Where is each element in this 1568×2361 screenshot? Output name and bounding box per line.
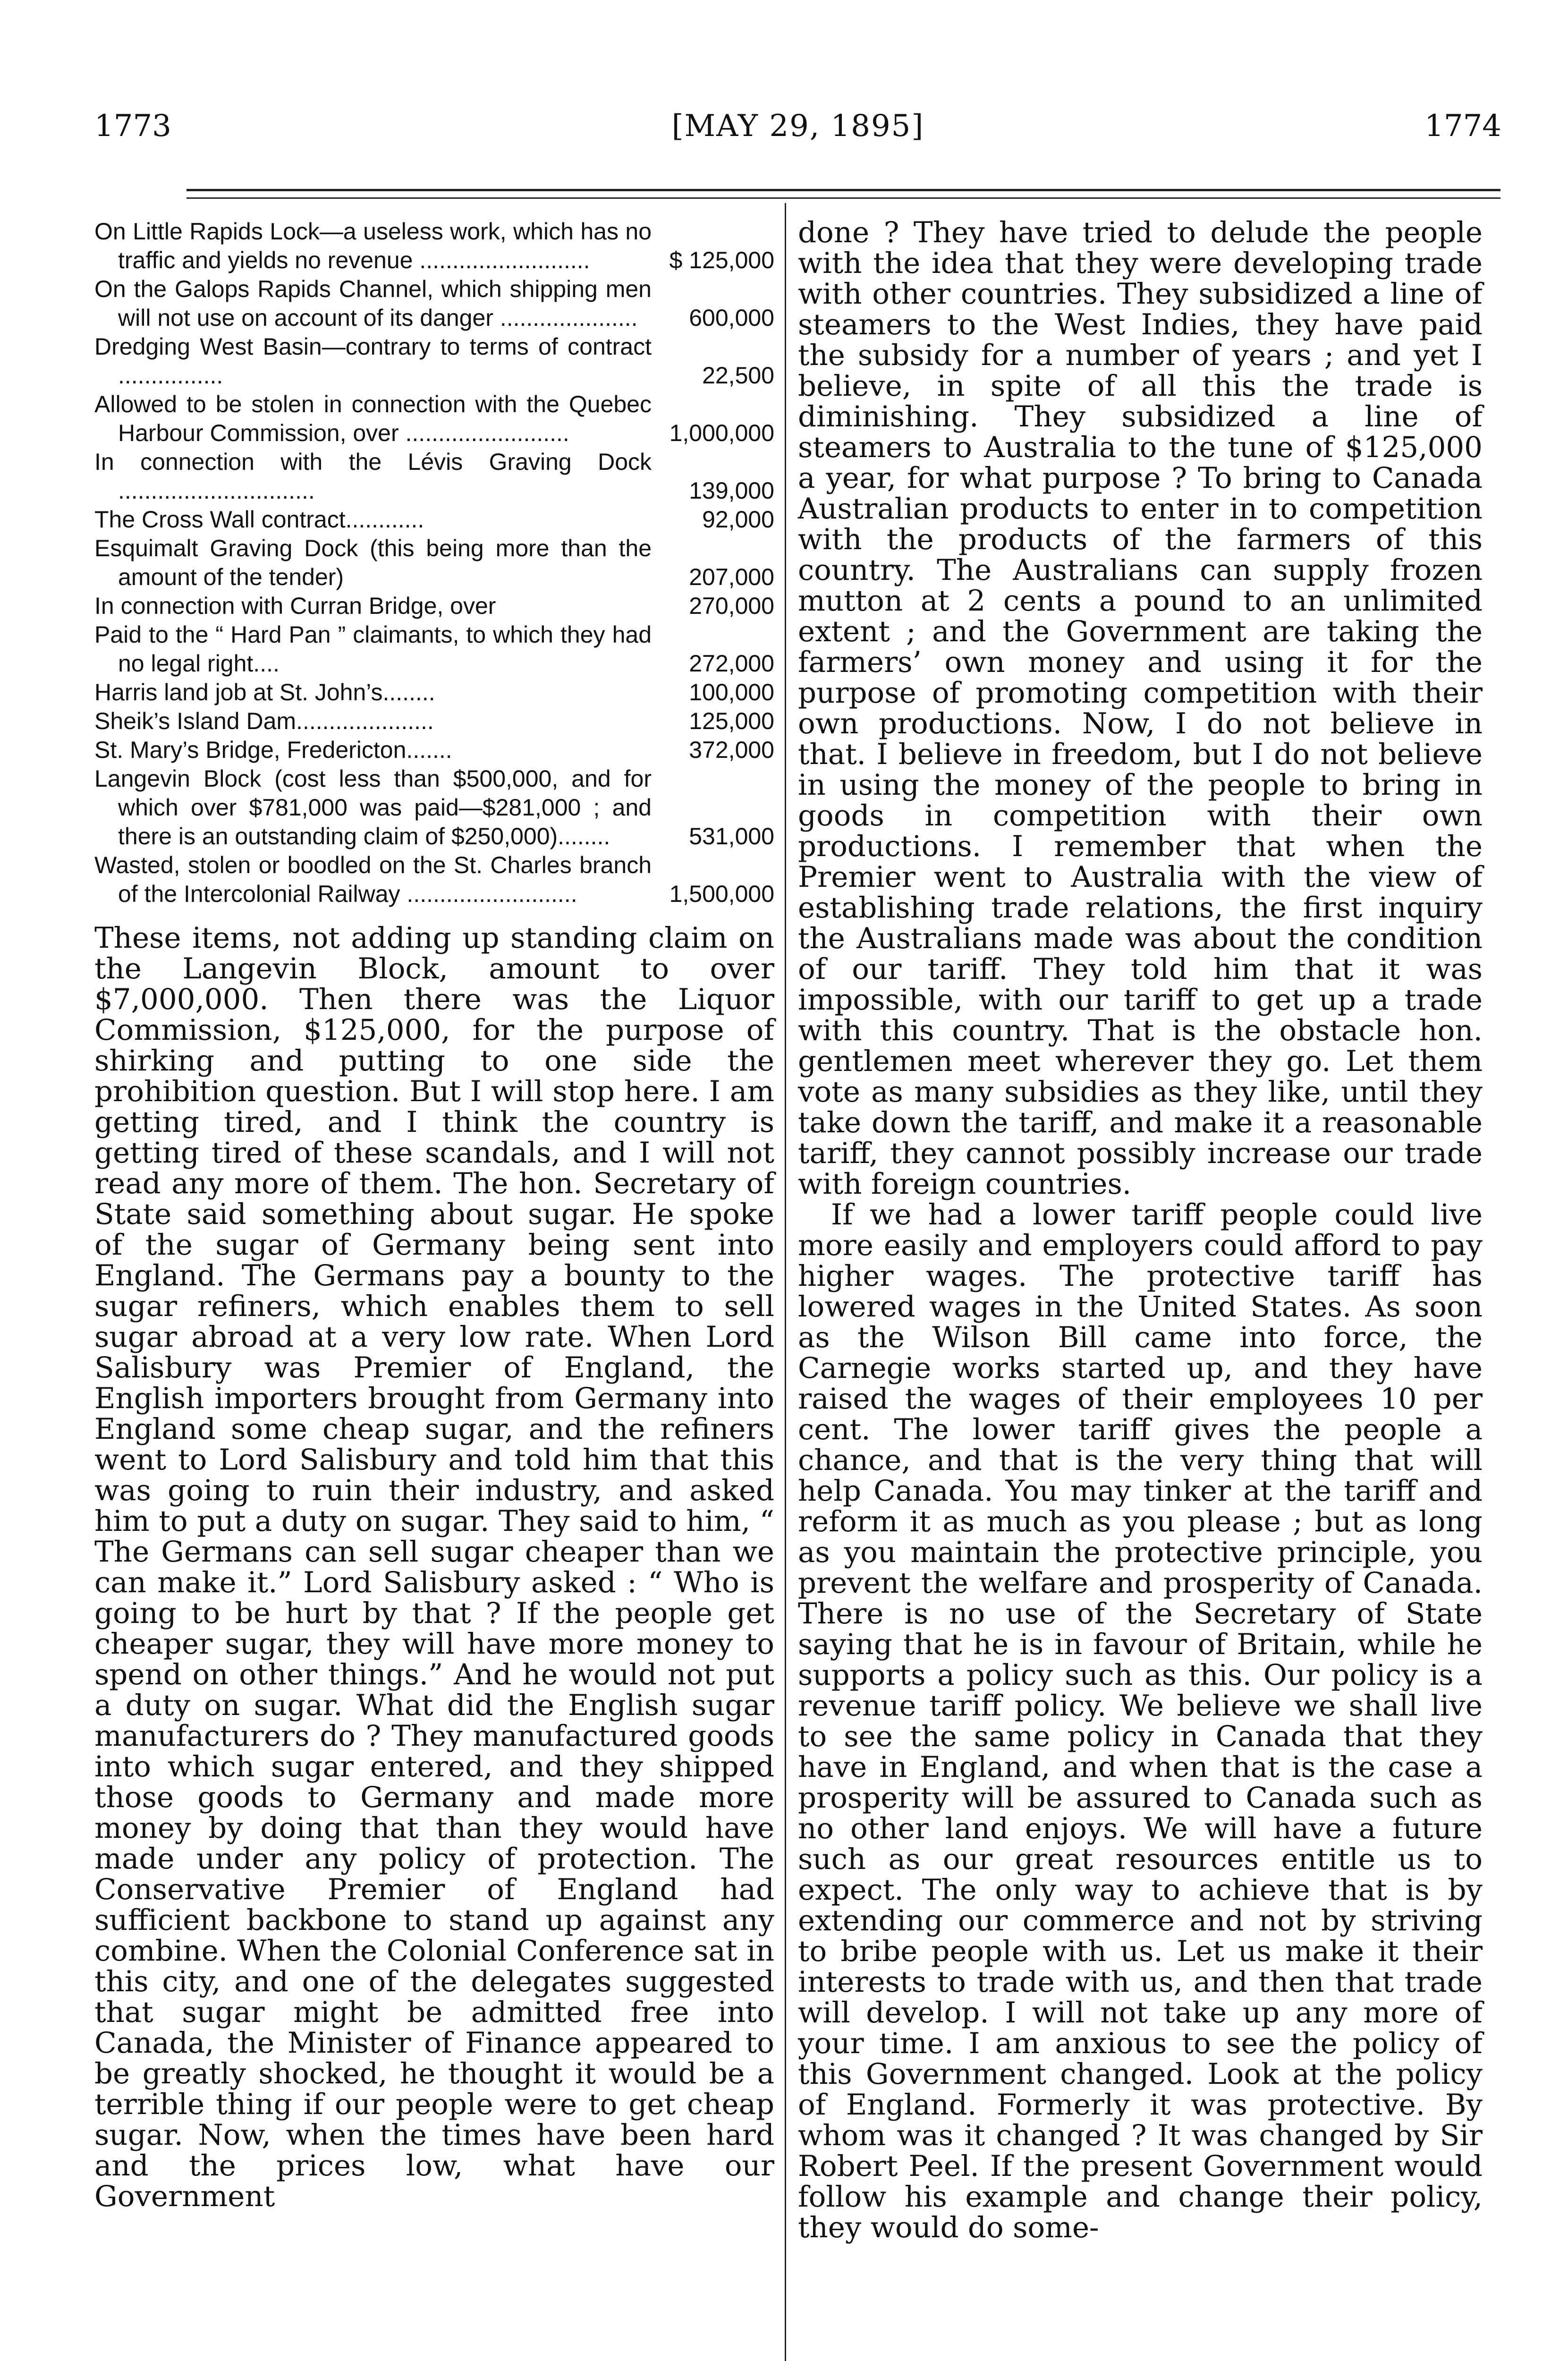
expenditure-amount: 372,000 [689, 737, 774, 763]
expenditure-description: Langevin Block (cost less than $500,000, and for which over $781,000 was paid—$281,000 ; and there is an outstanding claim of $250,000)........ [94, 765, 652, 849]
expenditure-description: The Cross Wall contract............ [94, 506, 424, 533]
expenditure-description: St. Mary’s Bridge, Fredericton....... [94, 737, 452, 763]
expenditure-item [94, 620, 774, 678]
expenditure-item [94, 534, 774, 592]
expenditure-amount: 207,000 [689, 564, 774, 590]
left-column [94, 217, 774, 2212]
expenditure-item [94, 736, 774, 764]
expenditure-amount: 531,000 [689, 823, 774, 849]
expenditure-list [94, 217, 774, 909]
expenditure-item [94, 217, 774, 275]
expenditure-amount: 1,500,000 [669, 881, 774, 907]
header-rule-thick [186, 189, 1500, 191]
expenditure-item [94, 707, 774, 736]
expenditure-amount: $ 125,000 [669, 247, 774, 273]
expenditure-description: On Little Rapids Lock—a useless work, which has no traffic and yields no revenue .......................... [94, 218, 652, 273]
right-column [798, 217, 1483, 2243]
expenditure-item [94, 332, 774, 390]
expenditure-description: In connection with the Lévis Graving Dock .............................. [94, 449, 652, 504]
expenditure-amount: 100,000 [689, 679, 774, 705]
expenditure-item [94, 275, 774, 332]
expenditure-amount: 272,000 [689, 650, 774, 677]
body-paragraph: These items, not adding up standing claim on the Langevin Block, amount to over $7,000,000. Then there was the Liquor Commission, $125,000, for the purpose of shirking and putting to one side the prohibition question. But I will stop here. I am getting tired, and I think the country is getting tired of these scandals, and I will not read any more of them. The hon. Secretary of State said something about sugar. He spoke of the sugar of Germany being sent into England. The Germans pay a bounty to the sugar refiners, which enables them to sell sugar abroad at a very low rate. When Lord Salisbury was Premier of England, the English importers brought from Germany into England some cheap sugar, and the refiners went to Lord Salisbury and told him that this was going to ruin their industry, and asked him to put a duty on sugar. They said to him, “ The Germans can sell sugar cheaper than we can make it.” Lord Salisbury asked : “ Who is going to be hurt by that ? If the people get cheaper sugar, they will have more money to spend on other things.” And he would not put a duty on sugar. What did the English sugar manufacturers do ? They manufactured goods into which sugar entered, and they shipped those goods to Germany and made more money by doing that than they would have made under any policy of protection. The Conservative Premier of England had sufficient backbone to stand up against any combine. When the Colonial Conference sat in this city, and one of the delegates suggested that sugar might be admitted free into Canada, the Minister of Finance appeared to be greatly shocked, he thought it would be a terrible thing if our people were to get cheap sugar. Now, when the times have been hard and the prices low, what have our Government [94, 921, 774, 2213]
expenditure-description: Allowed to be stolen in connection with the Quebec Harbour Commission, over ......................... [94, 391, 652, 446]
expenditure-amount: 125,000 [689, 708, 774, 734]
expenditure-item [94, 390, 774, 448]
expenditure-amount: 139,000 [689, 477, 774, 504]
expenditure-description: Harris land job at St. John’s........ [94, 679, 435, 705]
expenditure-amount: 1,000,000 [669, 420, 774, 446]
expenditure-description: Sheik’s Island Dam..................... [94, 708, 434, 734]
expenditure-item [94, 505, 774, 534]
expenditure-item [94, 592, 774, 620]
expenditure-description: Esquimalt Graving Dock (this being more than the amount of the tender) [94, 535, 652, 590]
expenditure-amount: 600,000 [689, 305, 774, 331]
expenditure-amount: 22,500 [702, 362, 774, 389]
page-header [94, 94, 1501, 151]
page-number-right: 1774 [1424, 109, 1501, 144]
page-number-left: 1773 [94, 109, 171, 144]
expenditure-description: On the Galops Rapids Channel, which shipping men will not use on account of its danger ..................... [94, 276, 652, 331]
expenditure-description: In connection with Curran Bridge, over [94, 593, 496, 619]
expenditure-item [94, 764, 774, 851]
expenditure-amount: 92,000 [702, 506, 774, 533]
expenditure-item [94, 448, 774, 505]
body-paragraph: done ? They have tried to delude the people with the idea that they were developing trade with other countries. They subsidized a line of steamers to the West Indies, they have paid the subsidy for a number of years ; and yet I believe, in spite of all this the trade is diminishing. They subsidized a line of steamers to Australia to the tune of $125,000 a year, for what purpose ? To bring to Canada Australian products to enter in to competition with the products of the farmers of this country. The Australians can supply frozen mutton at 2 cents a pound to an unlimited extent ; and the Government are taking the farmers’ own money and using it for the purpose of promoting competition with their own productions. Now, I do not believe in that. I believe in freedom, but I do not believe in using the money of the people to bring in goods in competition with their own productions. I remember that when the Premier went to Australia with the view of establishing trade relations, the first inquiry the Australians made was about the condition of our tariff. They told him that it was impossible, with our tariff to get up a trade with this country. That is the obstacle hon. gentlemen meet wherever they go. Let them vote as many subsidies as they like, until they take down the tariff, and make it a reasonable tariff, they cannot possibly increase our trade with foreign countries. [798, 216, 1483, 1201]
body-paragraph: If we had a lower tariff people could live more easily and employers could afford to pay higher wages. The protective tariff has lowered wages in the United States. As soon as the Wilson Bill came into force, the Carnegie works started up, and they have raised the wages of their employees 10 per cent. The lower tariff gives the people a chance, and that is the very thing that will help Canada. You may tinker at the tariff and reform it as much as you please ; but as long as you maintain the protective principle, you prevent the welfare and prosperity of Canada. There is no use of the Secretary of State saying that he is in favour of Britain, while he supports a policy such as this. Our policy is a revenue tariff policy. We believe we shall live to see the same policy in Canada that they have in England, and when that is the case a prosperity will be assured to Canada such as no other land enjoys. We will have a future such as our great resources entitle us to expect. The only way to achieve that is by extending our commerce and not by striving to bribe people with us. Let us make it their interests to trade with us, and then that trade will develop. I will not take up any more of your time. I am anxious to see the policy of this Government changed. Look at the policy of England. Formerly it was protective. By whom was it changed ? It was changed by Sir Robert Peel. If the present Government would follow his example and change their policy, they would do some- [798, 1198, 1483, 2244]
expenditure-item [94, 678, 774, 707]
page-date: [MAY 29, 1895] [671, 109, 924, 144]
header-rule-thin [186, 197, 1500, 199]
expenditure-description: Paid to the “ Hard Pan ” claimants, to which they had no legal right.... [94, 621, 652, 677]
expenditure-description: Wasted, stolen or boodled on the St. Charles branch of the Intercolonial Railway .......................... [94, 852, 652, 907]
expenditure-amount: 270,000 [689, 593, 774, 619]
expenditure-item [94, 851, 774, 909]
expenditure-description: Dredging West Basin—contrary to terms of contract ................ [94, 333, 652, 389]
column-divider [785, 203, 786, 2361]
